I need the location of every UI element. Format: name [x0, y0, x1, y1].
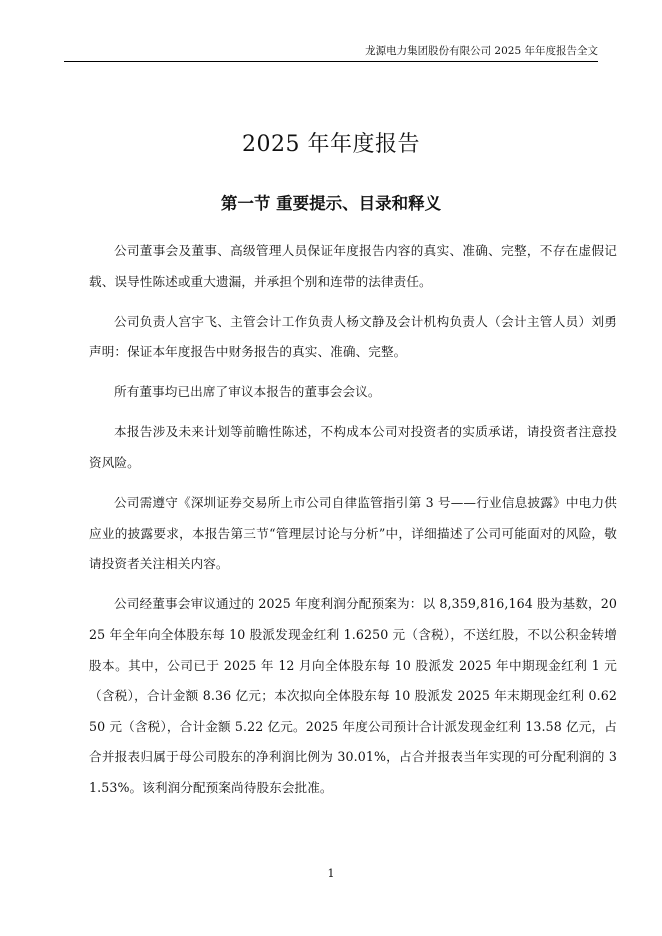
section-title: 第一节 重要提示、目录和释义 [220, 194, 442, 213]
paragraph-forward-looking-statements: 本报告涉及未来计划等前瞻性陈述，不构成本公司对投资者的实质承诺，请投资者注意投资风险。 [89, 424, 617, 471]
running-title: 龙源电力集团股份有限公司 2025 年年度报告全文 [365, 45, 598, 57]
paragraph-disclosure-requirements: 公司需遵守《深圳证券交易所上市公司自律监管指引第 3 号——行业信息披露》中电力供应业的披露要求，本报告第三节“管理层讨论与分析”中，详细描述了公司可能面对的风险，敬请投资者关注相关内容。 [89, 495, 617, 572]
paragraph-financial-statement-declaration: 公司负责人宫宇飞、主管会计工作负责人杨文静及会计机构负责人（会计主管人员）刘勇声明：保证本年度报告中财务报告的真实、准确、完整。 [89, 313, 617, 360]
paragraph-responsibility-statement: 公司董事会及董事、高级管理人员保证年度报告内容的真实、准确、完整，不存在虚假记载、误导性陈述或重大遗漏，并承担个别和连带的法律责任。 [89, 243, 617, 289]
document-body [89, 236, 617, 813]
document-title: 2025 年年度报告 [242, 132, 420, 157]
page-header [64, 43, 598, 62]
page-number: 1 [327, 867, 335, 880]
paragraph-profit-distribution: 公司经董事会审议通过的 2025 年度利润分配预案为：以 8,359,816,164 股为基数，2025 年全年向全体股东每 10 股派发现金红利 1.6250 元（含税），不送红股，不以公积金转增股本。其中，公司已于 2025 年 12 月向全体股东每 10 股派发 2025 年中期现金红利 1 元（含税），合计金额 8.36 亿元；本次拟向全体股东每 10 股派发 2025 年末期现金红利 0.6250 元（含税），合计金额 5.22 亿元。2025 年度公司预计合计派发现金红利 13.58 亿元，占合并报表归属于母公司股东的净利润比例为 30.01%，占合并报表当年实现的可分配利润的 31.53%。该利润分配预案尚待股东会批准。 [89, 596, 617, 795]
paragraph-board-attendance: 所有董事均已出席了审议本报告的董事会会议。 [114, 384, 381, 400]
